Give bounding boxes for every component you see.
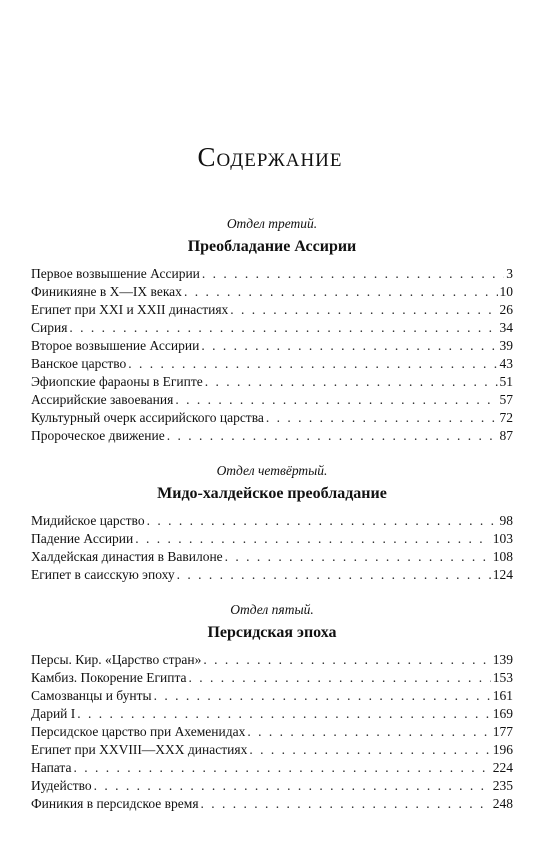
toc-entry[interactable] xyxy=(31,391,513,409)
toc-section-3 xyxy=(31,216,513,445)
dot-leader xyxy=(69,319,497,337)
entry-page: 39 xyxy=(499,338,513,353)
toc-entry[interactable] xyxy=(31,669,513,687)
toc-entry[interactable] xyxy=(31,548,513,566)
entry-page: 3 xyxy=(506,266,513,281)
entry-page: 43 xyxy=(499,356,513,371)
entry-title: Первое возвышение Ассирии xyxy=(31,266,200,281)
entry-page: 10 xyxy=(499,284,513,299)
entry-title: Культурный очерк ассирийского царства xyxy=(31,410,264,425)
toc-section-4 xyxy=(31,463,513,584)
entry-page: 57 xyxy=(499,392,513,407)
toc-entry[interactable] xyxy=(31,759,513,777)
entry-page: 26 xyxy=(499,302,513,317)
entry-title: Персы. Кир. «Царство стран» xyxy=(31,652,202,667)
toc-entry[interactable] xyxy=(31,795,513,813)
entry-title: Второе возвышение Ассирии xyxy=(31,338,200,353)
dot-leader xyxy=(201,795,491,813)
section-kicker: Отдел пятый. xyxy=(230,602,314,617)
dot-leader xyxy=(230,301,497,319)
section-kicker: Отдел четвёртый. xyxy=(216,463,328,478)
dot-leader xyxy=(94,777,491,795)
dot-leader xyxy=(128,355,497,373)
entry-page: 169 xyxy=(492,706,513,721)
toc-entry[interactable] xyxy=(31,530,513,548)
toc-entry[interactable] xyxy=(31,265,513,283)
entry-page: 98 xyxy=(499,513,513,528)
toc-entry[interactable] xyxy=(31,741,513,759)
toc-entry[interactable] xyxy=(31,777,513,795)
entry-title: Ванское царство xyxy=(31,356,127,371)
dot-leader xyxy=(77,705,490,723)
section-title: Преобладание Ассирии xyxy=(187,238,357,255)
toc-entry[interactable] xyxy=(31,373,513,391)
entry-page: 124 xyxy=(492,567,513,582)
section-spacer xyxy=(31,584,513,602)
toc-entry[interactable] xyxy=(31,687,513,705)
entry-page: 248 xyxy=(492,796,513,811)
table-of-contents xyxy=(31,216,513,813)
dot-leader xyxy=(135,530,491,548)
entry-list xyxy=(31,512,513,584)
entry-title: Египет при XXVIII—XXX династиях xyxy=(31,742,248,757)
toc-entry[interactable] xyxy=(31,512,513,530)
entry-title: Эфиопские фараоны в Египте xyxy=(31,374,203,389)
toc-entry[interactable] xyxy=(31,427,513,445)
entry-page: 196 xyxy=(492,742,513,757)
toc-section-5 xyxy=(31,602,513,813)
dot-leader xyxy=(247,723,490,741)
toc-entry[interactable] xyxy=(31,337,513,355)
dot-leader xyxy=(147,512,498,530)
entry-title: Сирия xyxy=(31,320,68,335)
dot-leader xyxy=(189,669,491,687)
dot-leader xyxy=(184,283,498,301)
entry-page: 161 xyxy=(492,688,513,703)
section-title: Персидская эпоха xyxy=(207,624,337,641)
toc-entry[interactable] xyxy=(31,283,513,301)
entry-page: 224 xyxy=(492,760,513,775)
entry-title: Персидское царство при Ахеменидах xyxy=(31,724,246,739)
entry-page: 139 xyxy=(492,652,513,667)
dot-leader xyxy=(177,566,491,584)
entry-title: Халдейская династия в Вавилоне xyxy=(31,549,223,564)
entry-title: Камбиз. Покорение Египта xyxy=(31,670,187,685)
entry-list xyxy=(31,265,513,445)
entry-title: Дарий I xyxy=(31,706,76,721)
entry-title: Пророческое движение xyxy=(31,428,165,443)
toc-entry[interactable] xyxy=(31,566,513,584)
entry-page: 153 xyxy=(492,670,513,685)
dot-leader xyxy=(175,391,497,409)
dot-leader xyxy=(249,741,490,759)
entry-page: 51 xyxy=(499,374,513,389)
entry-title: Самозванцы и бунты xyxy=(31,688,152,703)
toc-entry[interactable] xyxy=(31,301,513,319)
entry-title: Египет в саисскую эпоху xyxy=(31,567,175,582)
dot-leader xyxy=(167,427,498,445)
entry-page: 108 xyxy=(492,549,513,564)
entry-title: Мидийское царство xyxy=(31,513,145,528)
entry-title: Финикияне в X—IX веках xyxy=(31,284,182,299)
entry-page: 235 xyxy=(492,778,513,793)
entry-page: 103 xyxy=(492,531,513,546)
entry-title: Падение Ассирии xyxy=(31,531,134,546)
dot-leader xyxy=(205,373,498,391)
dot-leader xyxy=(154,687,491,705)
entry-title: Египет при XXI и XXII династиях xyxy=(31,302,229,317)
entry-title: Напата xyxy=(31,760,72,775)
entry-list xyxy=(31,651,513,813)
toc-entry[interactable] xyxy=(31,355,513,373)
entry-page: 87 xyxy=(499,428,513,443)
entry-page: 177 xyxy=(492,724,513,739)
dot-leader xyxy=(203,651,490,669)
entry-title: Иудейство xyxy=(31,778,92,793)
entry-title: Финикия в персидское время xyxy=(31,796,199,811)
toc-entry[interactable] xyxy=(31,409,513,427)
entry-title: Ассирийские завоевания xyxy=(31,392,174,407)
page-title: Содержание xyxy=(197,142,343,172)
toc-entry[interactable] xyxy=(31,705,513,723)
dot-leader xyxy=(201,337,497,355)
toc-entry[interactable] xyxy=(31,651,513,669)
toc-entry[interactable] xyxy=(31,319,513,337)
entry-page: 34 xyxy=(499,320,513,335)
entry-page: 72 xyxy=(499,410,513,425)
dot-leader xyxy=(74,759,491,777)
section-title: Мидо-халдейское преобладание xyxy=(157,485,387,502)
dot-leader xyxy=(202,265,504,283)
section-kicker: Отдел третий. xyxy=(226,216,318,231)
dot-leader xyxy=(266,409,498,427)
toc-entry[interactable] xyxy=(31,723,513,741)
section-spacer xyxy=(31,445,513,463)
dot-leader xyxy=(225,548,491,566)
